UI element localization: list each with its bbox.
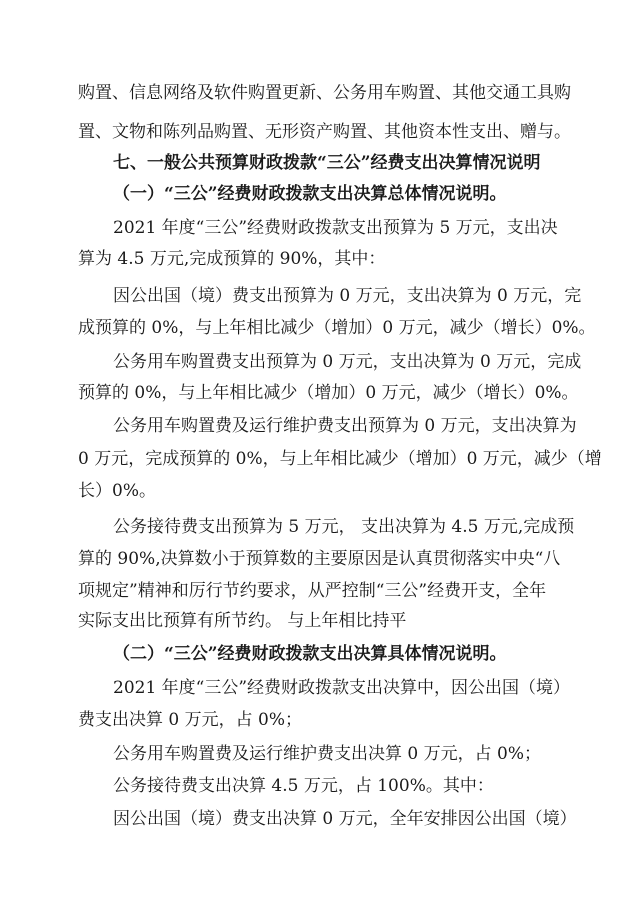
text-line: 公务用车购置费及运行维护费支出决算 0 万元，占 0%； xyxy=(113,744,541,764)
text-line: 实际支出比预算有所节约。 与上年相比持平 xyxy=(78,611,407,631)
text-line: 2021 年度“三公”经费财政拨款支出决算中，因公出国（境） xyxy=(113,678,571,698)
text-line: 2021 年度“三公”经费财政拨款支出预算为 5 万元，支出决 xyxy=(113,218,558,238)
text-line: 公务接待费支出决算 4.5 万元，占 100%。其中： xyxy=(113,776,494,796)
text-line: 算为 4.5 万元,完成预算的 90%，其中： xyxy=(78,249,386,269)
text-line: 购置、信息网络及软件购置更新、公务用车购置、其他交通工具购 xyxy=(78,83,571,103)
text-line: 公务用车购置费支出预算为 0 万元，支出决算为 0 万元，完成 xyxy=(113,352,582,372)
text-line: 项规定”精神和厉行节约要求，从严控制“三公”经费开支，全年 xyxy=(78,581,547,601)
text-line: 长）0%。 xyxy=(78,481,156,501)
section-heading: 七、一般公共预算财政拨款“三公”经费支出决算情况说明 xyxy=(113,153,541,173)
subsection-heading: （二）“三公”经费财政拨款支出决算具体情况说明。 xyxy=(113,644,507,664)
subsection-heading: （一）“三公”经费财政拨款支出决算总体情况说明。 xyxy=(113,184,507,204)
text-line: 因公出国（境）费支出决算 0 万元，全年安排因公出国（境） xyxy=(113,809,577,829)
text-line: 因公出国（境）费支出预算为 0 万元，支出决算为 0 万元，完 xyxy=(113,286,582,306)
text-line: 算的 90%,决算数小于预算数的主要原因是认真贯彻落实中央“八 xyxy=(78,549,561,569)
text-line: 预算的 0%，与上年相比减少（增加）0 万元，减少（增长）0%。 xyxy=(78,383,579,403)
text-line: 公务用车购置费及运行维护费支出预算为 0 万元，支出决算为 xyxy=(113,416,577,436)
text-line: 公务接待费支出预算为 5 万元， 支出决算为 4.5 万元,完成预 xyxy=(113,517,575,537)
text-line: 成预算的 0%，与上年相比减少（增加）0 万元，减少（增长）0%。 xyxy=(78,318,596,338)
text-line: 费支出决算 0 万元，占 0%； xyxy=(78,710,302,730)
text-line: 0 万元，完成预算的 0%，与上年相比减少（增加）0 万元，减少（增 xyxy=(78,449,602,469)
text-line: 置、文物和陈列品购置、无形资产购置、其他资本性支出、赠与。 xyxy=(78,122,571,142)
